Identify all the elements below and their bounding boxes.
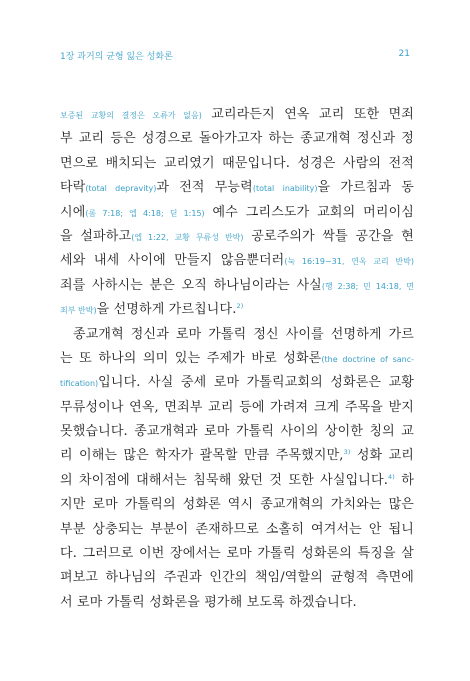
text-run: 부분 상충되는 부분이 존재하므로 소홀히 여겨서는 안 됩니 [60, 521, 414, 537]
inline-reference: (행 2:38; 민 14:18, 면 [321, 281, 414, 291]
text-line [60, 201, 414, 225]
inline-reference: (the doctrine of sanc- [321, 354, 414, 364]
text-line [60, 591, 414, 615]
text-line [60, 323, 414, 347]
text-run: 다. 그러므로 이번 장에서는 로마 가톨릭 성화론의 특징을 살 [60, 546, 414, 562]
text-line [60, 444, 414, 468]
text-line [60, 298, 414, 322]
footnote-marker: 2) [236, 302, 244, 311]
inline-reference: 보증된 교황의 결정은 오류가 없음) [60, 111, 202, 120]
text-line [60, 566, 414, 590]
text-run: 입니다. 사실 중세 로마 가톨릭교회의 성화론은 교황 [98, 375, 414, 391]
inline-reference: (눅 16:19~31, 연옥 교리 반박) [284, 257, 414, 267]
text-run: 하 [394, 472, 414, 488]
text-run: 펴보고 하나님의 주권과 인간의 책임/역할의 균형적 측면에 [60, 570, 414, 586]
text-line [60, 103, 414, 127]
text-line [60, 420, 414, 444]
text-line [60, 274, 414, 298]
text-run: 시에 [60, 204, 86, 220]
text-run: 을 가르침과 동 [317, 180, 414, 196]
text-run: 무류성이나 연옥, 면죄부 교리 등에 가려져 크게 주목을 받지 [60, 399, 414, 415]
text-run: 죄를 사하시는 분은 오직 하나님이라는 사실 [60, 277, 322, 293]
text-run: 타락 [60, 180, 86, 196]
text-run: 못했습니다. 종교개혁과 로마 가톨릭 사이의 상이한 칭의 교 [60, 424, 414, 440]
text-line [60, 396, 414, 420]
text-line [60, 371, 414, 395]
text-run: 예수 그리스도가 교회의 머리이심 [204, 204, 414, 220]
text-run: 는 또 하나의 의미 있는 주제가 바로 성화론 [60, 350, 322, 366]
text-run: 과 전적 무능력 [156, 180, 253, 196]
chapter-title: 1장 과거의 균형 잃은 성화론 [60, 52, 173, 62]
text-run: 을 설파하고 [60, 228, 132, 244]
text-run: 리 이해는 많은 학자가 괄목할 만큼 주목했지만, [60, 448, 344, 464]
inline-reference: (엡 1:22, 교황 무류성 반박) [131, 232, 244, 242]
text-run: 세와 내세 사이에 만들지 않음뿐더러 [60, 253, 285, 269]
body-text [60, 103, 414, 615]
text-line [60, 225, 414, 249]
text-run: 성화 교리 [350, 448, 414, 464]
inline-reference: 죄부 반박) [60, 306, 97, 316]
text-run: 을 선명하게 가르칩니다. [96, 302, 237, 318]
footnote-marker: 4) [388, 472, 395, 481]
page-number: 21 [398, 49, 410, 59]
text-line [60, 176, 414, 200]
text-line [60, 152, 414, 176]
text-line [60, 493, 414, 517]
text-run: 교리라든지 연옥 교리 또한 면죄 [201, 107, 414, 122]
running-header [60, 49, 410, 63]
text-line [60, 347, 414, 371]
text-run: 공로주의가 싹틀 공간을 현 [243, 228, 414, 244]
text-line [60, 469, 414, 493]
inline-reference: tification) [60, 379, 99, 389]
inline-reference: (total inability) [252, 184, 318, 194]
text-run: 면으로 배치되는 교리였기 때문입니다. 성경은 사람의 전적 [60, 155, 414, 171]
inline-reference: (롬 7:18; 엡 4:18; 딛 1:15) [85, 208, 205, 218]
text-line [60, 127, 414, 151]
text-line [60, 249, 414, 273]
inline-reference: (total depravity) [85, 184, 157, 194]
text-run: 종교개혁 정신과 로마 가톨릭 정신 사이를 선명하게 가르 [73, 326, 414, 342]
text-run: 서 로마 가톨릭 성화론을 평가해 보도록 하겠습니다. [60, 594, 357, 610]
text-line [60, 542, 414, 566]
text-run: 지만 로마 가톨릭의 성화론 역시 종교개혁의 가치와는 많은 [60, 497, 414, 513]
text-line [60, 518, 414, 542]
text-run: 부 교리 등은 성경으로 돌아가고자 하는 종교개혁 정신과 정 [60, 131, 414, 147]
text-run: 의 차이점에 대해서는 침묵해 왔던 것 또한 사실입니다. [60, 472, 388, 488]
footnote-marker: 3) [343, 448, 351, 457]
